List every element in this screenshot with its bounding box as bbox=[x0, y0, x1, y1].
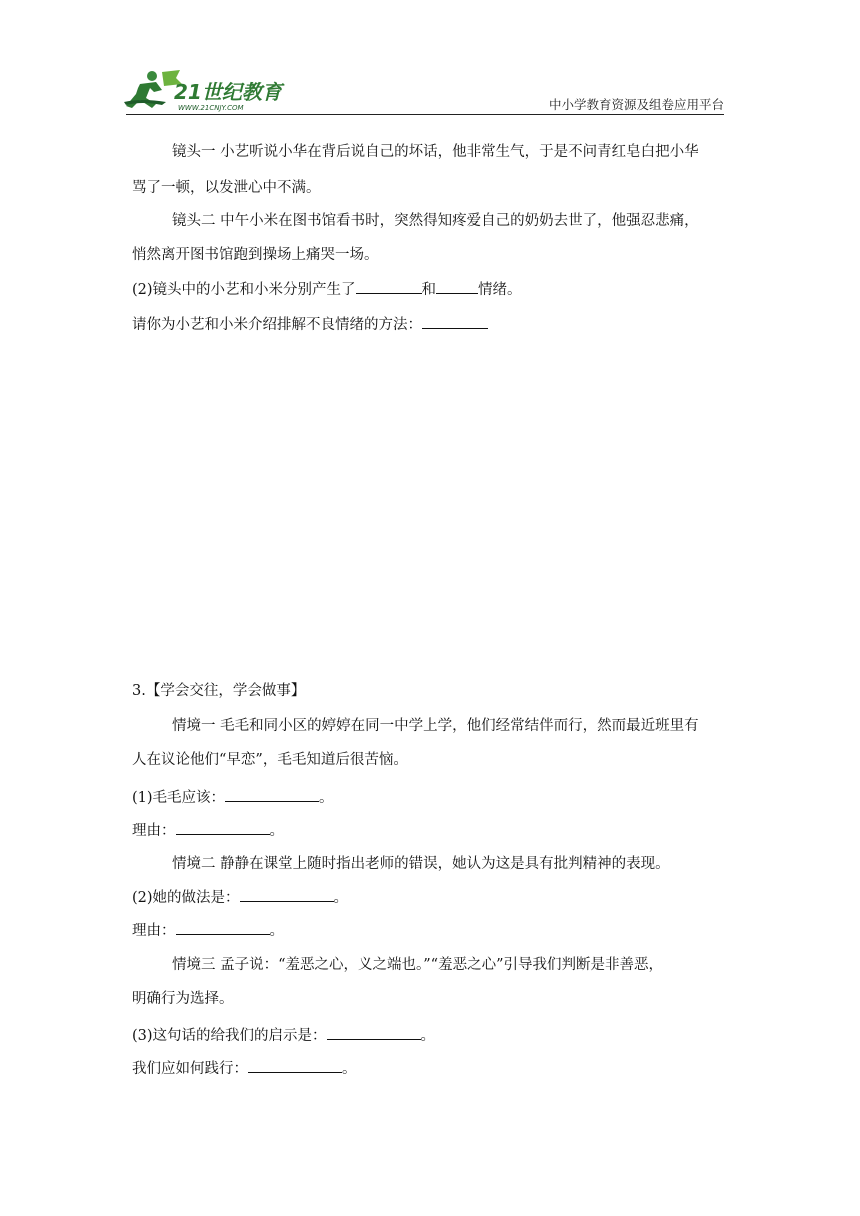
period: 。 bbox=[333, 890, 349, 906]
reason-label: 理由： bbox=[132, 923, 176, 939]
answer-blank-q3-1[interactable] bbox=[225, 787, 319, 802]
header-divider bbox=[126, 114, 724, 115]
logo-text: 21世纪教育 bbox=[174, 80, 282, 104]
practice-label: 我们应如何践行： bbox=[132, 1061, 248, 1077]
period: 。 bbox=[342, 1061, 357, 1077]
shot2-line2: 悄然离开图书馆跑到操场上痛哭一场。 bbox=[132, 247, 379, 263]
logo-url: WWW.21CNJY.COM bbox=[178, 104, 244, 112]
situation3-line1: 情境三 孟子说：“羞恶之心，义之端也。”“羞恶之心”引导我们判断是非善恶， bbox=[172, 957, 664, 973]
q2-method-label: 请你为小艺和小米介绍排解不良情绪的方法： bbox=[132, 317, 422, 333]
reason-2 bbox=[132, 920, 284, 941]
answer-blank-q3-3[interactable] bbox=[327, 1025, 421, 1040]
answer-blank-q3-2[interactable] bbox=[240, 887, 334, 902]
period: 。 bbox=[319, 790, 334, 806]
section-3-title: 3.【学会交往，学会做事】 bbox=[132, 683, 306, 699]
situation1-line1: 情境一 毛毛和同小区的婷婷在同一中学上学，他们经常结伴而行，然而最近班里有 bbox=[172, 718, 699, 734]
answer-blank-emotion-1[interactable] bbox=[356, 279, 422, 294]
page-header bbox=[0, 0, 860, 130]
runner-logo-icon bbox=[122, 68, 292, 114]
practice bbox=[132, 1058, 357, 1079]
situation1-line2: 人在议论他们“早恋”，毛毛知道后很苦恼。 bbox=[132, 752, 408, 768]
answer-blank-reason-1[interactable] bbox=[176, 820, 270, 835]
shot1-line1: 镜头一 小艺听说小华在背后说自己的坏话，他非常生气，于是不问青红皂白把小华 bbox=[172, 144, 699, 160]
period: 。 bbox=[420, 1028, 436, 1044]
question-2-method bbox=[132, 314, 488, 335]
shot2-line1: 镜头二 中午小米在图书馆看书时，突然得知疼爱自己的奶奶去世了，他强忍悲痛， bbox=[172, 213, 699, 229]
q3-1-label: (1)毛毛应该： bbox=[132, 790, 226, 806]
shot1-line2: 骂了一顿，以发泄心中不满。 bbox=[132, 180, 321, 196]
question-2-emotions bbox=[132, 279, 522, 300]
question-3-2 bbox=[132, 887, 348, 908]
site-logo bbox=[122, 68, 292, 114]
question-3-1 bbox=[132, 787, 334, 808]
q2-prefix: (2)镜头中的小艺和小米分别产生了 bbox=[132, 282, 356, 298]
period: 。 bbox=[269, 923, 284, 939]
answer-blank-emotion-2[interactable] bbox=[436, 279, 478, 294]
period: 。 bbox=[269, 823, 284, 839]
answer-blank-method[interactable] bbox=[422, 314, 488, 329]
situation2: 情境二 静静在课堂上随时指出老师的错误，她认为这是具有批判精神的表现。 bbox=[172, 856, 670, 872]
answer-blank-practice[interactable] bbox=[248, 1058, 342, 1073]
q2-mid: 和 bbox=[421, 282, 437, 298]
question-3-3 bbox=[132, 1025, 435, 1046]
reason-1 bbox=[132, 820, 284, 841]
reason-label: 理由： bbox=[132, 823, 176, 839]
platform-name: 中小学教育资源及组卷应用平台 bbox=[548, 97, 724, 112]
q3-2-label: (2)她的做法是： bbox=[132, 890, 240, 906]
q3-3-label: (3)这句话的给我们的启示是： bbox=[132, 1028, 327, 1044]
situation3-line2: 明确行为选择。 bbox=[132, 991, 234, 1007]
q2-suffix: 情绪。 bbox=[478, 282, 522, 298]
answer-blank-reason-2[interactable] bbox=[176, 920, 270, 935]
